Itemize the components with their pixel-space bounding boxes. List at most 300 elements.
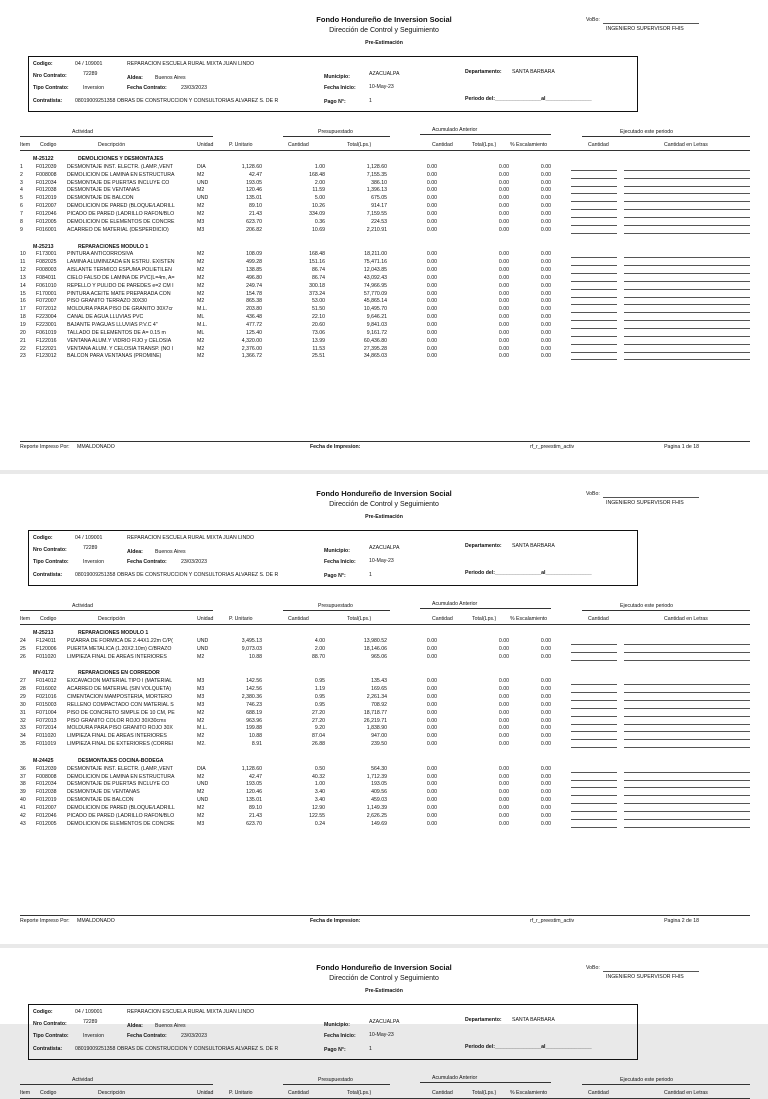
cell-p-unitario: 477.72 <box>246 322 262 328</box>
cell-unidad: M2 <box>197 773 205 780</box>
cell-codigo: F012019 <box>36 797 57 804</box>
cantidad-input-line[interactable] <box>571 344 617 345</box>
departamento-value: SANTA BARBARA <box>512 543 555 549</box>
cell-escalamiento: 0.00 <box>540 187 551 194</box>
cantidad-input-line[interactable] <box>571 359 617 360</box>
cell-p-unitario: 436.48 <box>246 314 262 321</box>
cell-descripcion: BAJANTE P/AGUAS LLUVIAS P.V.C 4" <box>67 322 158 328</box>
cell-p-unitario: 865.38 <box>246 298 262 305</box>
cell-descripcion: CANAL DE AGUA LLUVIAS PVC <box>67 314 144 321</box>
cantidad-input-line[interactable] <box>571 336 617 337</box>
cell-cantidad-acum: 0.00 <box>426 306 437 313</box>
cell-p-unitario: 193.05 <box>246 781 262 788</box>
signature-blank-line <box>603 497 699 498</box>
cantidad-letras-input-line[interactable] <box>624 297 750 298</box>
cell-codigo: F223001 <box>36 322 57 328</box>
cell-item: 43 <box>20 820 26 827</box>
cell-item: 30 <box>20 701 26 708</box>
cell-cantidad-acum: 0.00 <box>426 267 437 274</box>
cell-codigo: F008008 <box>36 773 57 780</box>
cell-cantidad: 1.19 <box>314 686 325 693</box>
cantidad-input-line[interactable] <box>571 209 617 210</box>
cell-descripcion: PISO DE CONCRETO SIMPLE DE 10 CM, PE <box>67 709 175 716</box>
cell-escalamiento: 0.00 <box>540 210 551 217</box>
cell-cantidad-acum: 0.00 <box>426 314 437 321</box>
cantidad-letras-input-line[interactable] <box>624 724 750 725</box>
cantidad-input-line[interactable] <box>571 297 617 298</box>
cell-total-acum: 0.00 <box>498 203 509 210</box>
cantidad-input-line[interactable] <box>571 265 617 266</box>
cell-unidad: UND <box>197 637 209 644</box>
cantidad-letras-input-line[interactable] <box>624 178 750 179</box>
col-header-cantidad-letras: Cantidad en Letras <box>664 1090 708 1096</box>
col-header-total-acum: Total(Lps.) <box>472 142 497 148</box>
cantidad-letras-input-line[interactable] <box>624 684 750 685</box>
cantidad-input-line[interactable] <box>571 787 617 788</box>
cell-cantidad-acum: 0.00 <box>426 226 437 233</box>
cell-descripcion: DESMONTAJE DE BALCON <box>67 195 134 202</box>
cantidad-letras-input-line[interactable] <box>624 352 750 353</box>
cantidad-input-line[interactable] <box>571 827 617 828</box>
cantidad-input-line[interactable] <box>571 731 617 732</box>
cell-item: 35 <box>20 741 26 748</box>
cantidad-input-line[interactable] <box>571 772 617 773</box>
cell-total-acum: 0.00 <box>498 226 509 233</box>
group-acumulado: Acumulado Anterior <box>432 601 478 607</box>
cell-cantidad-acum: 0.00 <box>426 717 437 724</box>
cell-cantidad-acum: 0.00 <box>426 693 437 700</box>
cantidad-letras-input-line[interactable] <box>624 644 750 645</box>
impreso-label: Reporte Impreso Por: <box>20 918 70 924</box>
cantidad-letras-input-line[interactable] <box>624 304 750 305</box>
cell-cantidad: 11.53 <box>312 345 325 352</box>
department-title: Dirección de Control y Seguimiento <box>329 975 439 982</box>
cell-escalamiento: 0.00 <box>540 733 551 740</box>
cell-item: 5 <box>20 195 23 202</box>
cell-cantidad-acum: 0.00 <box>426 210 437 217</box>
municipio-label: Municipio: <box>324 548 350 554</box>
cantidad-letras-input-line[interactable] <box>624 692 750 693</box>
col-header-codigo: Codigo <box>40 1090 57 1096</box>
cell-codigo: F120006 <box>36 645 57 652</box>
footer-rule <box>20 441 750 442</box>
section-code: M-25213 <box>33 630 54 636</box>
cantidad-letras-input-line[interactable] <box>624 257 750 258</box>
cell-unidad: M2 <box>197 298 205 305</box>
fecha-inicio-value: 10-May-23 <box>369 558 394 564</box>
cell-item: 31 <box>20 709 26 716</box>
cell-cantidad-acum: 0.00 <box>426 781 437 788</box>
cell-unidad: M.L. <box>197 322 208 328</box>
cantidad-input-line[interactable] <box>571 660 617 661</box>
cell-descripcion: DESMONTAJE INST. ELECTR. (LAMP.,VENT <box>67 765 173 772</box>
cell-unidad: M2 <box>197 203 205 210</box>
cantidad-input-line[interactable] <box>571 780 617 781</box>
cell-cantidad-acum: 0.00 <box>426 195 437 202</box>
cell-total: 74,966.95 <box>363 282 387 289</box>
cell-cantidad: 13.99 <box>312 337 325 344</box>
cantidad-letras-input-line[interactable] <box>624 209 750 210</box>
cell-descripcion: EXCAVACION MATERIAL TIPO I (MATERIAL <box>67 678 173 685</box>
cell-escalamiento: 0.00 <box>540 251 551 258</box>
cell-cantidad-acum: 0.00 <box>426 290 437 297</box>
cantidad-input-line[interactable] <box>571 708 617 709</box>
col-header-cantidad: Cantidad <box>288 142 309 148</box>
cell-item: 2 <box>20 171 23 178</box>
cell-total: 18,146.06 <box>363 645 387 652</box>
cell-descripcion: DEMOLICION DE LAMINA EN ESTRUCTURA <box>67 773 175 780</box>
group-underline <box>420 134 551 135</box>
codigo-label: Codigo: <box>33 535 53 541</box>
cell-codigo: F072013 <box>36 717 57 724</box>
department-title: Dirección de Control y Seguimiento <box>329 27 439 34</box>
cell-descripcion: DEMOLICION DE ELEMENTOS DE CONCRE <box>67 820 175 827</box>
fecha-inicio-label: Fecha Inicio: <box>324 559 356 565</box>
col-header-cantidad-ejec: Cantidad <box>588 142 609 148</box>
cantidad-input-line[interactable] <box>571 304 617 305</box>
cell-p-unitario: 142.56 <box>246 686 262 693</box>
cell-unidad: M2 <box>197 337 205 344</box>
cell-cantidad-acum: 0.00 <box>426 329 437 336</box>
cell-escalamiento: 0.00 <box>540 686 551 693</box>
cell-cantidad: 122.55 <box>309 812 325 819</box>
cell-descripcion: PISO GRANITO COLOR ROJO 30X30cms <box>67 717 167 724</box>
cantidad-input-line[interactable] <box>571 320 617 321</box>
cell-total: 60,436.80 <box>363 337 387 344</box>
cantidad-input-line[interactable] <box>571 186 617 187</box>
cell-cantidad: 27.20 <box>312 717 325 724</box>
contratista-value: 08019009251358 OBRAS DE CONSTRUCCION Y CONSULTORIAS ALVAREZ S. DE R <box>75 572 279 578</box>
group-underline <box>582 1084 750 1085</box>
cell-total-acum: 0.00 <box>498 179 509 186</box>
project-name: REPARACION ESCUELA RURAL MIXTA JUAN LINDO <box>127 1009 255 1015</box>
col-header-unidad: Unidad <box>197 1090 214 1096</box>
nro-contrato-label: Nro Contrato: <box>33 1021 67 1027</box>
cell-unidad: M3 <box>197 218 205 225</box>
cell-unidad: M2 <box>197 187 205 194</box>
cantidad-input-line[interactable] <box>571 289 617 290</box>
cantidad-letras-input-line[interactable] <box>624 716 750 717</box>
impreso-label: Reporte Impreso Por: <box>20 444 70 450</box>
cell-unidad: M2 <box>197 805 205 811</box>
cell-cantidad-acum: 0.00 <box>426 337 437 344</box>
cantidad-letras-input-line[interactable] <box>624 819 750 820</box>
cell-item: 21 <box>20 337 26 344</box>
cantidad-letras-input-line[interactable] <box>624 312 750 313</box>
cell-escalamiento: 0.00 <box>540 812 551 819</box>
cell-cantidad: 334.09 <box>309 210 325 217</box>
cell-descripcion: DEMOLICION DE LAMINA EN ESTRUCTURA <box>67 171 175 178</box>
supervisor-label: INGENIERO SUPERVISOR FHIS <box>606 974 684 980</box>
cantidad-input-line[interactable] <box>571 170 617 171</box>
cell-cantidad-acum: 0.00 <box>426 274 437 281</box>
cell-unidad: UND <box>197 179 209 186</box>
cell-p-unitario: 199.88 <box>246 725 262 732</box>
cell-unidad: M2 <box>197 210 205 217</box>
cell-cantidad: 2.00 <box>314 645 325 652</box>
nro-contrato-label: Nro Contrato: <box>33 73 67 79</box>
report-page <box>0 0 768 470</box>
cell-descripcion: LIMPIEZA FINAL DE AREAS INTERIORES <box>67 653 167 660</box>
cantidad-letras-input-line[interactable] <box>624 265 750 266</box>
cantidad-letras-input-line[interactable] <box>624 170 750 171</box>
cantidad-input-line[interactable] <box>571 178 617 179</box>
cell-codigo: F084011 <box>36 274 57 281</box>
cantidad-letras-input-line[interactable] <box>624 233 750 234</box>
cantidad-input-line[interactable] <box>571 819 617 820</box>
cell-cantidad-acum: 0.00 <box>426 709 437 716</box>
cantidad-input-line[interactable] <box>571 700 617 701</box>
cantidad-input-line[interactable] <box>571 217 617 218</box>
cell-p-unitario: 746.23 <box>246 701 262 708</box>
cantidad-letras-input-line[interactable] <box>624 787 750 788</box>
col-header-unidad: Unidad <box>197 142 214 148</box>
cell-codigo: F122016 <box>36 337 57 344</box>
cell-total: 135.43 <box>371 678 387 685</box>
cantidad-input-line[interactable] <box>571 724 617 725</box>
cell-cantidad: 0.36 <box>314 218 325 225</box>
fecha-inicio-value: 10-May-23 <box>369 84 394 90</box>
cell-escalamiento: 0.00 <box>540 678 551 685</box>
cell-descripcion: CIMENTACION MAMPOSTERIA, MORTERO <box>67 693 173 700</box>
cell-p-unitario: 1,366.72 <box>241 353 262 360</box>
cell-item: 6 <box>20 203 23 210</box>
cantidad-letras-input-line[interactable] <box>624 795 750 796</box>
cell-unidad: M2 <box>197 282 205 289</box>
cantidad-letras-input-line[interactable] <box>624 344 750 345</box>
cell-total-acum: 0.00 <box>498 337 509 344</box>
cantidad-input-line[interactable] <box>571 352 617 353</box>
cell-total-acum: 0.00 <box>498 171 509 178</box>
cell-cantidad: 0.24 <box>314 820 325 827</box>
cantidad-input-line[interactable] <box>571 281 617 282</box>
cell-descripcion: VENTANA ALUM. Y CELOSIA TRANSP. (NO I <box>67 345 174 352</box>
section-code: M-25213 <box>33 243 54 250</box>
cell-total-acum: 0.00 <box>498 218 509 225</box>
cantidad-input-line[interactable] <box>571 684 617 685</box>
org-title: Fondo Hondureño de Inversion Social <box>316 963 452 972</box>
col-header-p-unitario: P. Unitario <box>229 1090 253 1096</box>
cell-codigo: F012034 <box>36 179 57 186</box>
cantidad-input-line[interactable] <box>571 795 617 796</box>
col-header-escalamiento: % Escalamiento <box>510 616 548 622</box>
cell-p-unitario: 21.43 <box>249 210 262 217</box>
cantidad-letras-input-line[interactable] <box>624 320 750 321</box>
cantidad-input-line[interactable] <box>571 644 617 645</box>
cell-total-acum: 0.00 <box>498 805 509 811</box>
pago-label: Pago N°: <box>324 99 346 105</box>
group-underline <box>283 1084 390 1085</box>
tipo-contrato-value: Inversion <box>83 85 105 91</box>
cell-item: 28 <box>20 686 26 693</box>
cell-codigo: F072012 <box>36 306 57 313</box>
cantidad-letras-input-line[interactable] <box>624 328 750 329</box>
cell-codigo: F122021 <box>36 345 57 352</box>
cell-cantidad-acum: 0.00 <box>426 259 437 266</box>
cantidad-letras-input-line[interactable] <box>624 660 750 661</box>
cell-total-acum: 0.00 <box>498 322 509 328</box>
cantidad-input-line[interactable] <box>571 312 617 313</box>
cell-total-acum: 0.00 <box>498 290 509 297</box>
cell-total: 12,043.85 <box>363 267 387 274</box>
cantidad-input-line[interactable] <box>571 652 617 653</box>
cell-p-unitario: 89.10 <box>249 203 262 210</box>
cantidad-letras-input-line[interactable] <box>624 225 750 226</box>
cell-descripcion: PINTURA ANTICORROSIVA <box>67 251 134 258</box>
cantidad-input-line[interactable] <box>571 257 617 258</box>
cell-p-unitario: 10.88 <box>249 653 262 660</box>
cell-unidad: DIA <box>197 765 206 772</box>
cantidad-letras-input-line[interactable] <box>624 747 750 748</box>
col-header-cantidad-acum: Cantidad <box>432 616 453 622</box>
col-header-cantidad: Cantidad <box>288 616 309 622</box>
cantidad-letras-input-line[interactable] <box>624 336 750 337</box>
cantidad-letras-input-line[interactable] <box>624 289 750 290</box>
cell-total: 13,980.52 <box>363 637 387 644</box>
cell-cantidad: 3.40 <box>314 797 325 804</box>
cell-escalamiento: 0.00 <box>540 741 551 748</box>
cantidad-letras-input-line[interactable] <box>624 772 750 773</box>
cell-descripcion: CIELO FALSO DE LAMINA DE PVC(L=4m, A= <box>67 274 175 281</box>
cantidad-letras-input-line[interactable] <box>624 273 750 274</box>
cell-total-acum: 0.00 <box>498 709 509 716</box>
cell-total: 386.10 <box>371 179 387 186</box>
cell-codigo: F015003 <box>36 701 57 708</box>
cantidad-input-line[interactable] <box>571 716 617 717</box>
cantidad-letras-input-line[interactable] <box>624 700 750 701</box>
cell-total: 2,261.34 <box>366 693 387 700</box>
cell-cantidad: 51.50 <box>312 306 325 313</box>
cantidad-input-line[interactable] <box>571 811 617 812</box>
cantidad-input-line[interactable] <box>571 747 617 748</box>
cell-escalamiento: 0.00 <box>540 259 551 266</box>
cell-unidad: M2 <box>197 709 205 716</box>
cell-p-unitario: 623.70 <box>246 218 262 225</box>
aldea-label: Aldea: <box>127 549 143 555</box>
cantidad-input-line[interactable] <box>571 201 617 202</box>
cell-total: 914.17 <box>371 203 387 210</box>
cell-escalamiento: 0.00 <box>540 805 551 811</box>
cantidad-letras-input-line[interactable] <box>624 201 750 202</box>
cantidad-letras-input-line[interactable] <box>624 217 750 218</box>
periodo-label: Periodo del:________________al________________ <box>465 570 592 576</box>
cell-item: 4 <box>20 187 23 194</box>
cell-p-unitario: 688.19 <box>246 709 262 716</box>
cell-total: 18,718.77 <box>363 709 387 716</box>
cell-total-acum: 0.00 <box>498 717 509 724</box>
cell-cantidad: 88.70 <box>312 653 325 660</box>
cell-escalamiento: 0.00 <box>540 781 551 788</box>
cantidad-letras-input-line[interactable] <box>624 803 750 804</box>
col-header-descripcion: Descripción <box>98 1090 126 1096</box>
codigo-label: Codigo: <box>33 1009 53 1015</box>
cell-unidad: M2 <box>197 717 205 724</box>
cantidad-input-line[interactable] <box>571 233 617 234</box>
cantidad-letras-input-line[interactable] <box>624 708 750 709</box>
cantidad-letras-input-line[interactable] <box>624 281 750 282</box>
cantidad-letras-input-line[interactable] <box>624 731 750 732</box>
cell-total-acum: 0.00 <box>498 693 509 700</box>
codigo-value: 04 / 109001 <box>75 535 103 541</box>
cantidad-input-line[interactable] <box>571 803 617 804</box>
col-header-p-unitario: P. Unitario <box>229 616 253 622</box>
cell-item: 29 <box>20 693 26 700</box>
col-header-codigo: Codigo <box>40 616 57 622</box>
col-header-total-acum: Total(Lps.) <box>472 1090 497 1096</box>
cantidad-input-line[interactable] <box>571 692 617 693</box>
cantidad-input-line[interactable] <box>571 739 617 740</box>
cell-total-acum: 0.00 <box>498 701 509 708</box>
cantidad-letras-input-line[interactable] <box>624 811 750 812</box>
cell-item: 11 <box>20 259 26 266</box>
page-number: Pagina 2 de 18 <box>664 918 699 924</box>
cell-cantidad: 53.00 <box>312 298 325 305</box>
group-actividad: Actividad <box>72 1077 94 1083</box>
cell-p-unitario: 963.96 <box>246 717 262 724</box>
cantidad-input-line[interactable] <box>571 193 617 194</box>
cell-unidad: M2 <box>197 274 205 281</box>
cell-unidad: M2 <box>197 259 205 266</box>
cell-cantidad-acum: 0.00 <box>426 179 437 186</box>
cantidad-letras-input-line[interactable] <box>624 827 750 828</box>
cell-codigo: F061019 <box>36 329 57 336</box>
cell-total-acum: 0.00 <box>498 741 509 748</box>
cell-total-acum: 0.00 <box>498 645 509 652</box>
cell-cantidad: 151.16 <box>309 259 325 266</box>
cell-p-unitario: 108.09 <box>246 251 262 258</box>
cantidad-letras-input-line[interactable] <box>624 652 750 653</box>
cantidad-letras-input-line[interactable] <box>624 186 750 187</box>
cell-unidad: M2 <box>197 812 205 819</box>
cell-codigo: F012005 <box>36 820 57 827</box>
section-title: REPARACIONES MODULO 1 <box>78 243 149 250</box>
aldea-value: Buenos Aires <box>155 75 186 81</box>
cantidad-letras-input-line[interactable] <box>624 359 750 360</box>
cell-codigo: F012046 <box>36 210 57 217</box>
cell-descripcion: DESMONTAJE DE PUERTAS INCLUYE CO <box>67 781 170 788</box>
section-title: REPARACIONES EN CORREDOR <box>78 670 160 677</box>
cantidad-letras-input-line[interactable] <box>624 193 750 194</box>
cell-item: 38 <box>20 781 26 788</box>
cantidad-input-line[interactable] <box>571 225 617 226</box>
pago-value: 1 <box>369 1046 372 1052</box>
cell-p-unitario: 1,128.60 <box>241 163 262 170</box>
cell-escalamiento: 0.00 <box>540 637 551 644</box>
cell-total: 34,865.03 <box>363 353 387 360</box>
col-header-descripcion: Descripción <box>98 142 126 148</box>
cell-escalamiento: 0.00 <box>540 290 551 297</box>
cell-cantidad: 0.50 <box>314 765 325 772</box>
cell-total-acum: 0.00 <box>498 653 509 660</box>
col-header-cantidad-letras: Cantidad en Letras <box>664 616 708 622</box>
cell-p-unitario: 499.28 <box>246 259 262 266</box>
cell-cantidad-acum: 0.00 <box>426 637 437 644</box>
cell-cantidad: 26.88 <box>312 741 325 748</box>
cantidad-input-line[interactable] <box>571 273 617 274</box>
cantidad-letras-input-line[interactable] <box>624 739 750 740</box>
cell-p-unitario: 10.88 <box>249 733 262 740</box>
cell-cantidad-acum: 0.00 <box>426 812 437 819</box>
header-rule <box>20 150 750 151</box>
cell-cantidad-acum: 0.00 <box>426 171 437 178</box>
cell-item: 3 <box>20 179 23 186</box>
header-rule <box>20 624 750 625</box>
cell-cantidad: 87.04 <box>312 733 325 740</box>
cell-descripcion: DESMONTAJE DE BALCON <box>67 797 134 804</box>
cantidad-input-line[interactable] <box>571 328 617 329</box>
cantidad-letras-input-line[interactable] <box>624 780 750 781</box>
cell-item: 42 <box>20 812 26 819</box>
